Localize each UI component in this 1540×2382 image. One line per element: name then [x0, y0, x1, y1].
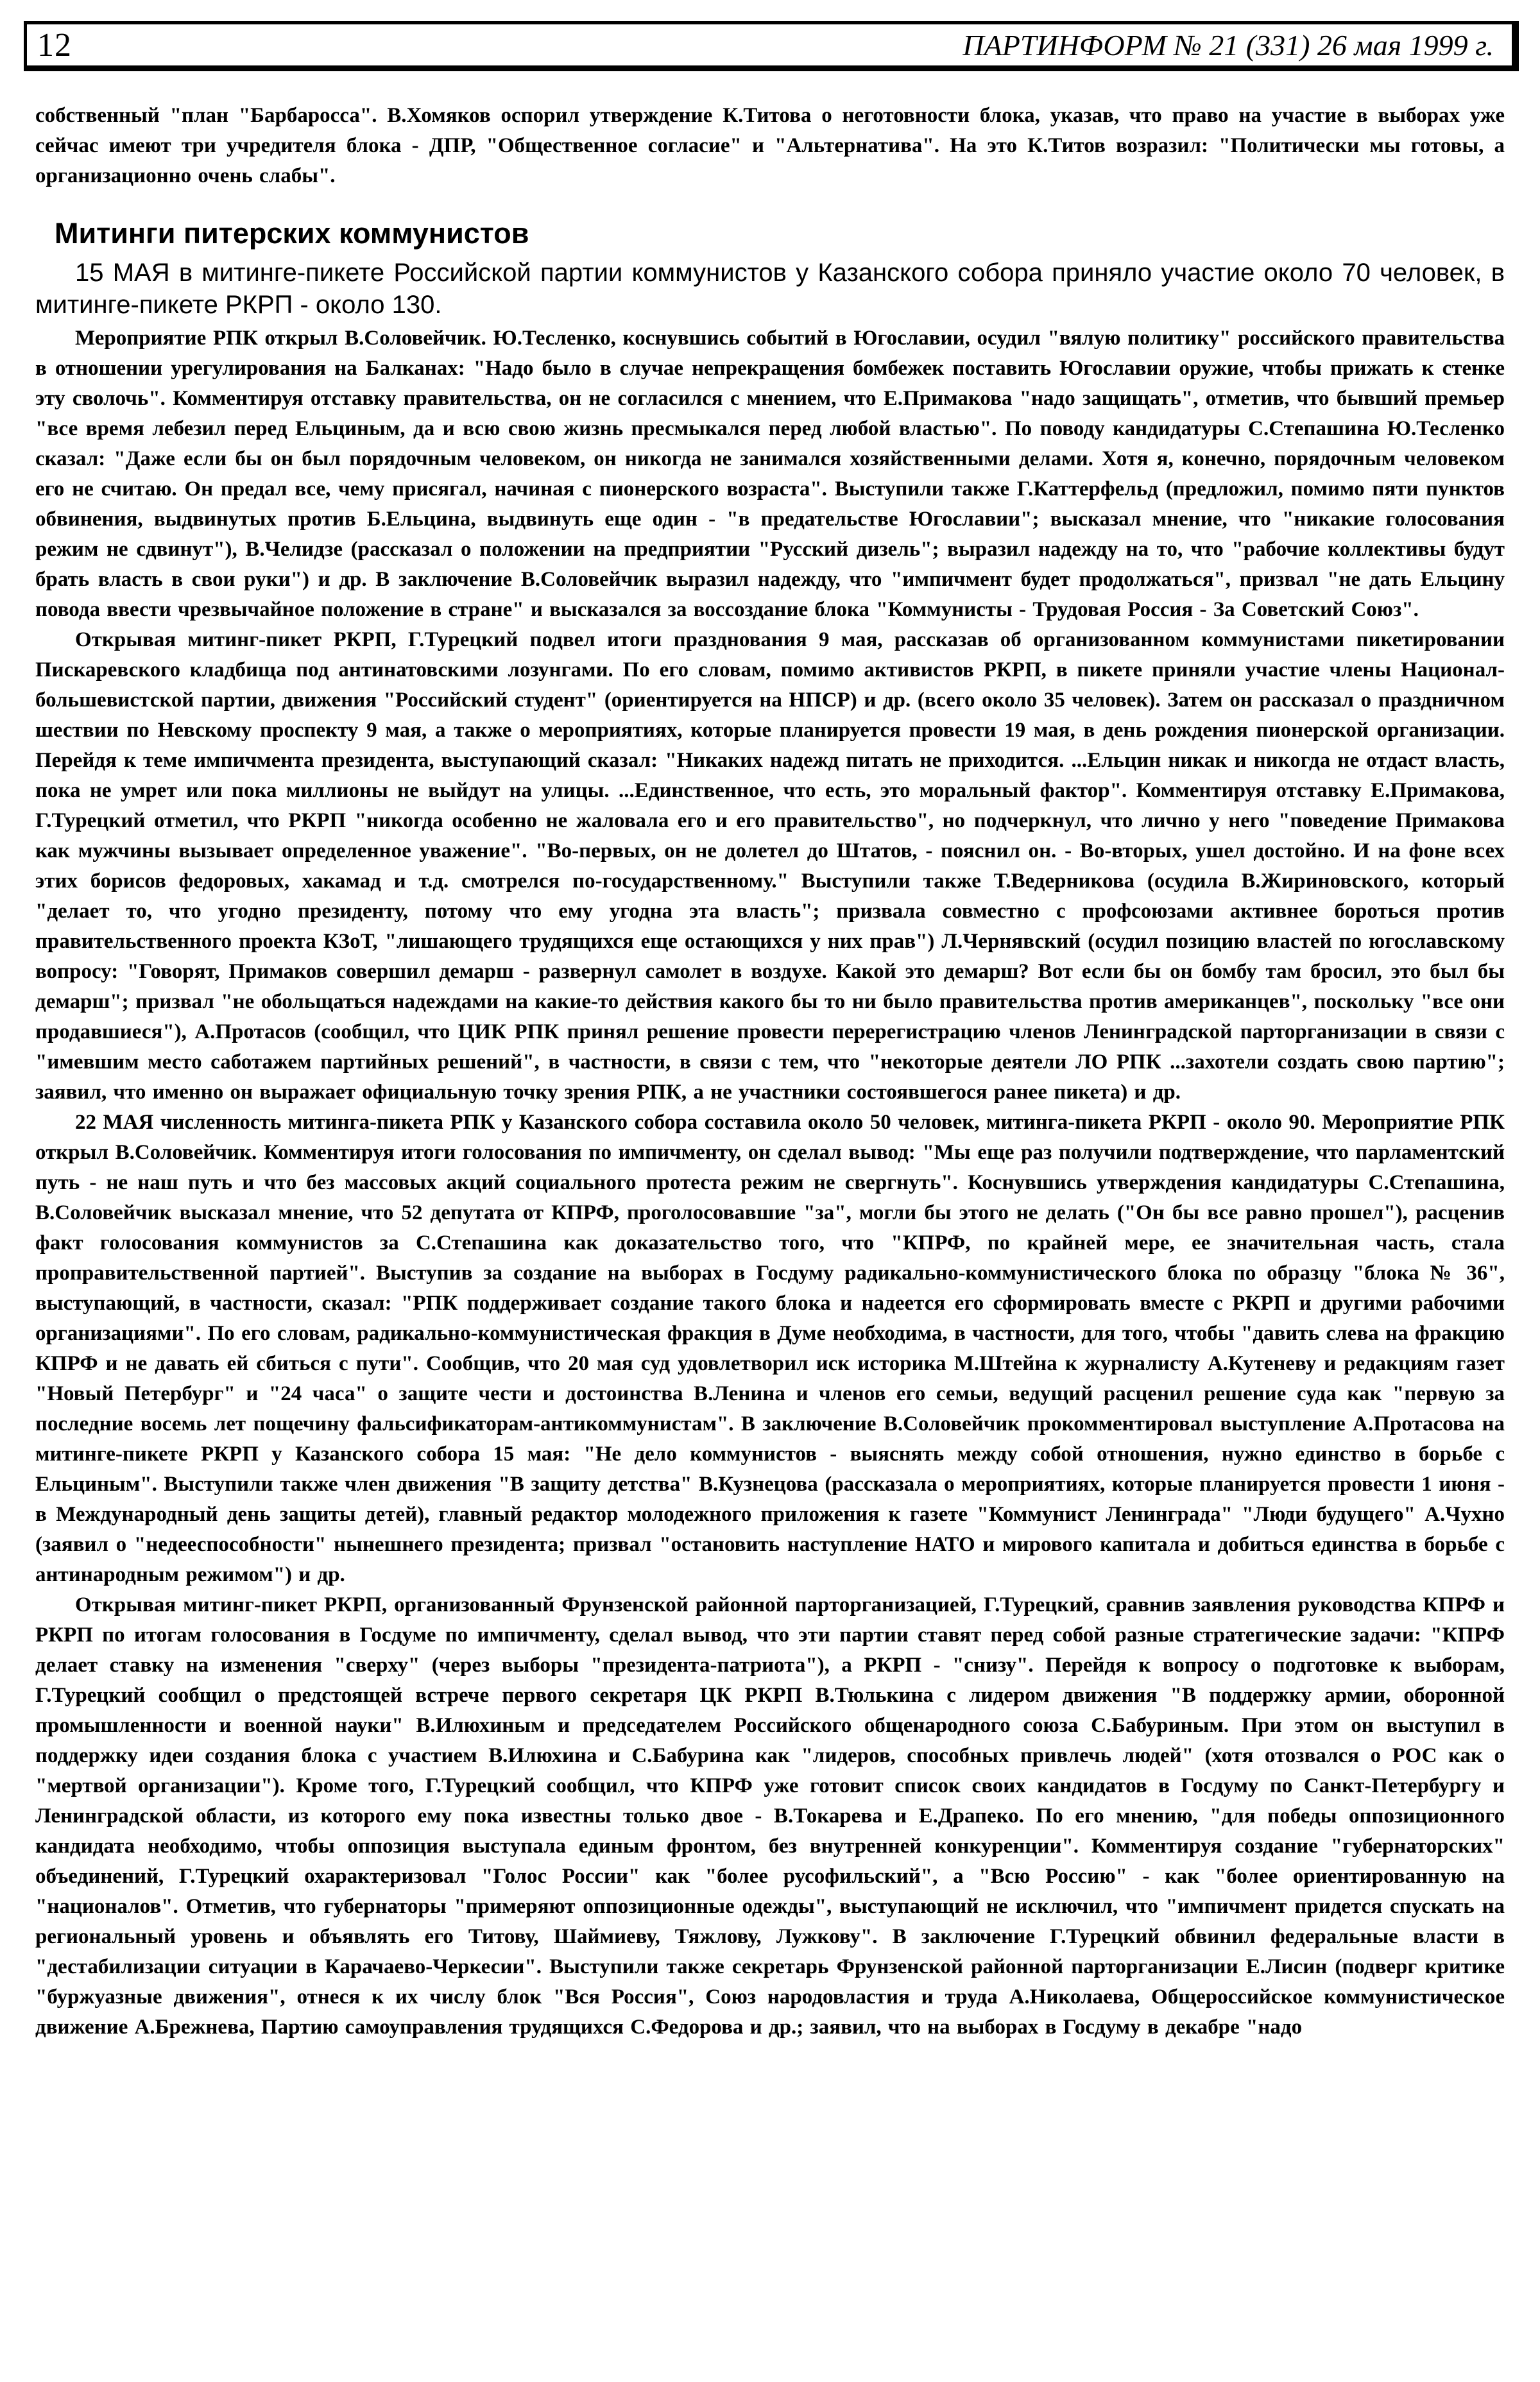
section-heading: Митинги питерских коммунистов: [55, 217, 529, 250]
body-paragraph-3: 22 МАЯ численность митинга-пикета РПК у Казанского собора составила около 50 человек, митинга-пикета РКРП - около 90. Мероприятие РПК открыл В.Соловейчик. Комментируя итоги голосования по импичменту, он сделал вывод: "Мы еще раз получили подтверждение, что парламентский путь - не наш путь и что без массовых акций социального протеста режим не свергнуть". Коснувшись утверждения кандидатуры С.Степашина, В.Соловейчик высказал мнение, что 52 депутата от КПРФ, проголосовавшие "за", могли бы этого не делать ("Он бы все равно прошел"), расценив факт голосования коммунистов за С.Степашина как доказательство того, что "КПРФ, по крайней мере, ее значительная часть, стала проправительственной партией". Выступив за создание на выборах в Госдуму радикально-коммунистического блока по образцу "блока № 36", выступающий, в частности, сказал: "РПК поддерживает создание такого блока и надеется его сформировать вместе с РКРП и другими рабочими организациями". По его словам, радикально-коммунистическая фракция в Думе необходима, в частности, для того, чтобы "давить слева на фракцию КПРФ и не давать ей сбиться с пути". Сообщив, что 20 мая суд удовлетворил иск историка М.Штейна к журналисту А.Кутеневу и редакциям газет "Новый Петербург" и "24 часа" о защите чести и достоинства В.Ленина и членов его семьи, ведущий расценил решение суда как "первую за последние восемь лет пощечину фальсификаторам-антикоммунистам". В заключение В.Соловейчик прокомментировал выступление А.Протасова на митинге-пикете РКРП у Казанского собора 15 мая: "Не дело коммунистов - выяснять между собой отношения, нужно единство в борьбе с Ельциным". Выступили также член движения "В защиту детства" В.Кузнецова (рассказала о мероприятиях, которые планируется провести 1 июня - в Международный день защиты детей), главный редактор молодежного приложения к газете "Коммунист Ленинграда" "Люди будущего" А.Чухно (заявил о "недееспособности" нынешнего президента; призвал "остановить наступление НАТО и мирового капитала и добиться единства в борьбе с антинародным режимом") и др.: [35, 1111, 1505, 1586]
page-number: 12: [37, 26, 72, 64]
header-title: ПАРТИНФОРМ № 21 (331) 26 мая 1999 г.: [963, 28, 1494, 62]
body-paragraph-1: Мероприятие РПК открыл В.Соловейчик. Ю.Тесленко, коснувшись событий в Югославии, осудил "вялую политику" российского правительства в отношении урегулирования на Балканах: "Надо было в случае непрекращения бомбежек поставить Югославии оружие, чтобы прижать к стенке эту сволочь". Комментируя отставку правительства, он не согласился с мнением, что Е.Примакова "надо защищать", отметив, что бывший премьер "все время лебезил перед Ельциным, да и всю свою жизнь пресмыкался перед любой властью". По поводу кандидатуры С.Степашина Ю.Тесленко сказал: "Даже если бы он был порядочным человеком, он никогда не занимался хозяйственными делами. Хотя я, конечно, порядочным человеком его не считаю. Он предал все, чему присягал, начиная с пионерского возраста". Выступили также Г.Каттерфельд (предложил, помимо пяти пунктов обвинения, выдвинутых против Б.Ельцина, выдвинуть еще один - "в предательстве Югославии"; высказал мнение, что "никакие голосования режим не сдвинут"), В.Челидзе (рассказал о положении на предприятии "Русский дизель"; выразил надежду на то, что "рабочие коллективы будут брать власть в свои руки") и др. В заключение В.Соловейчик выразил надежду, что "импичмент будет продолжаться", призвал "не дать Ельцину повода ввести чрезвычайное положение в стране" и высказался за воссоздание блока "Коммунисты - Трудовая Россия - За Советский Союз".: [35, 327, 1505, 621]
body-paragraph-2: Открывая митинг-пикет РКРП, Г.Турецкий подвел итоги празднования 9 мая, рассказав об организованном коммунистами пикетировании Пискаревского кладбища под антинатовскими лозунгами. По его словам, помимо активистов РКРП, в пикете приняли участие члены Национал-большевистской партии, движения "Российский студент" (ориентируется на НПСР) и др. (всего около 35 человек). Затем он рассказал о праздничном шествии по Невскому проспекту 9 мая, а также о мероприятиях, которые планируется провести 19 мая, в день рождения пионерской организации. Перейдя к теме импичмента президента, выступающий сказал: "Никаких надежд питать не приходится. ...Ельцин никак и никогда не отдаст власть, пока не умрет или пока миллионы не выйдут на улицы. ...Единственное, что есть, это моральный фактор". Комментируя отставку Е.Примакова, Г.Турецкий отметил, что РКРП "никогда особенно не жаловала его и его правительство", но подчеркнул, что лично у него "поведение Примакова как мужчины вызывает определенное уважение". "Во-первых, он не долетел до Штатов, - пояснил он. - Во-вторых, ушел достойно. И на фоне всех этих борисов федоровых, хакамад и т.д. смотрелся по-государственному." Выступили также Т.Ведерникова (осудила В.Жириновского, который "делает то, что угодно президенту, потому что ему угодна эта власть"; призвала совместно с профсоюзами активнее бороться против правительственного проекта КЗоТ, "лишающего трудящихся еще остающихся у них прав") Л.Чернявский (осудил позицию властей по югославскому вопросу: "Говорят, Примаков совершил демарш - развернул самолет в воздухе. Какой это демарш? Вот если бы он бомбу там бросил, это был бы демарш"; призвал "не обольщаться надеждами на какие-то действия какого бы то ни было правительства против американцев", поскольку "все они продавшиеся"), А.Протасов (сообщил, что ЦИК РПК принял решение провести перерегистрацию членов Ленинградской парторганизации в связи с "имевшим место саботажем партийных решений", в частности, в связи с тем, что "некоторые деятели ЛО РПК ...захотели создать свою партию"; заявил, что именно он выражает официальную точку зрения РПК, а не участники состоявшегося ранее пикета) и др.: [35, 628, 1505, 1104]
body-paragraph-4: Открывая митинг-пикет РКРП, организованный Фрунзенской районной парторганизацией, Г.Турецкий, сравнив заявления руководства КПРФ и РКРП по итогам голосования в Госдуме по импичменту, сделал вывод, что эти партии ставят перед собой разные стратегические задачи: "КПРФ делает ставку на изменения "сверху" (через выборы "президента-патриота"), а РКРП - "снизу". Перейдя к вопросу о подготовке к выборам, Г.Турецкий сообщил о предстоящей встрече первого секретаря ЦК РКРП В.Тюлькина с лидером движения "В поддержку армии, оборонной промышленности и военной науки" В.Илюхиным и председателем Российского общенародного союза С.Бабуриным. При этом он выступил в поддержку идеи создания блока с участием В.Илюхина и С.Бабурина как "лидеров, способных привлечь людей" (хотя отозвался о РОС как о "мертвой организации"). Кроме того, Г.Турецкий сообщил, что КПРФ уже готовит список своих кандидатов в Госдуму по Санкт-Петербургу и Ленинградской области, из которого ему пока известны только двое - В.Токарева и Е.Драпеко. По его мнению, "для победы оппозиционного кандидата необходимо, чтобы оппозиция выступала единым фронтом, без внутренней конкуренции". Комментируя создание "губернаторских" объединений, Г.Турецкий охарактеризовал "Голос России" как "более русофильский", а "Всю Россию" - как "более ориентированную на "националов". Отметив, что губернаторы "примеряют оппозиционные одежды", выступающий не исключил, что "импичмент придется спускать на региональный уровень и объявлять его Титову, Шаймиеву, Тяжлову, Лужкову". В заключение Г.Турецкий обвинил федеральные власти в "дестабилизации ситуации в Карачаево-Черкесии". Выступили также секретарь Фрунзенской районной парторганизации Е.Лисин (подверг критике "буржуазные движения", отнеся к их числу блок "Вся Россия", Союз народовластия и труда А.Николаева, Общероссийское коммунистическое движение А.Брежнева, Партию самоуправления трудящихся С.Федорова и др.; заявил, что на выборах в Госдуму в декабре "надо: [35, 1593, 1505, 2039]
article-body: [0, 71, 1540, 2043]
continuation-paragraph: собственный "план "Барбаросса". В.Хомяков оспорил утверждение К.Титова о неготовности блока, указав, что право на участие в выборах уже сейчас имеют три учредителя блока - ДПР, "Общественное согласие" и "Альтернатива". На это К.Титов возразил: "Политически мы готовы, а организационно очень слабы".: [35, 104, 1505, 187]
page-header: [24, 21, 1519, 71]
lead-paragraph: 15 МАЯ в митинге-пикете Российской партии коммунистов у Казанского собора приняло участие около 70 человек, в митинге-пикете РКРП - около 130.: [35, 259, 1505, 319]
